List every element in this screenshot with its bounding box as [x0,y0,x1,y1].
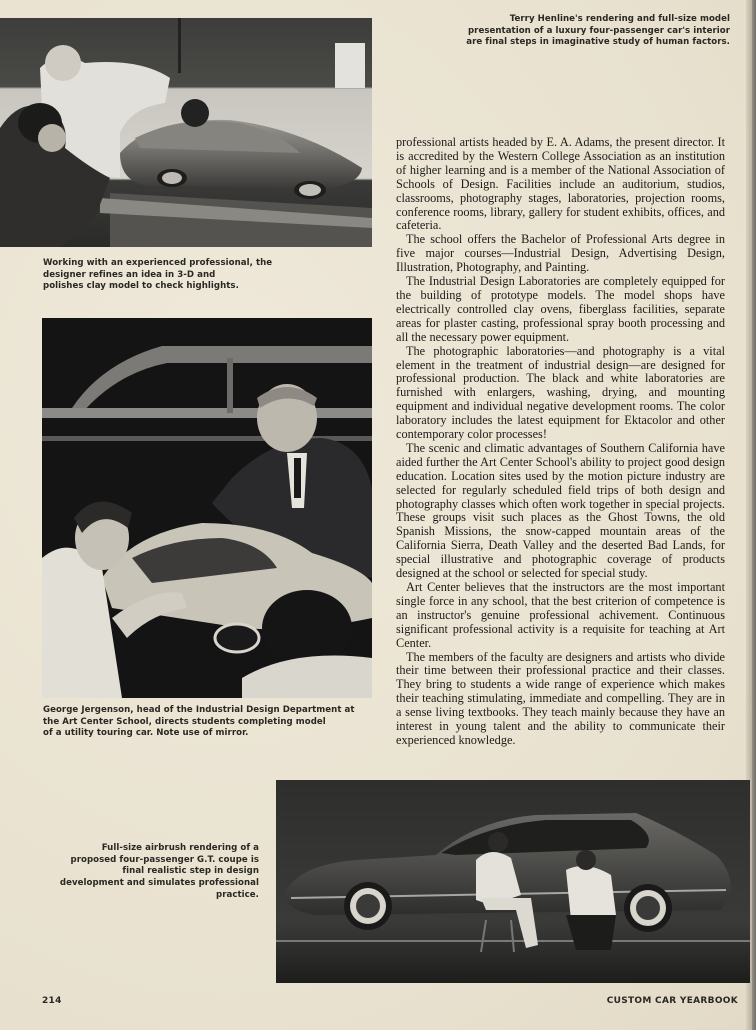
caption-line: Working with an experienced professional, the [43,258,273,268]
page-number: 214 [42,996,62,1006]
caption-photo-gt-coupe [60,843,259,902]
caption-line: of a utility touring car. Note use of mirror. [43,728,249,739]
publication-name: CUSTOM CAR YEARBOOK [606,996,738,1006]
paragraph: Art Center believes that the instructors are the most important single force in any school, that the best criterion of competence is an instructor's genuine professional achivement. Continuous significant professional activity is a requisite for teaching at Art Center. [396,580,725,650]
caption-line: designer refines an idea in 3-D and [43,269,216,280]
photo-instructor-image [42,318,372,698]
caption-line: practice. [216,889,259,900]
photo-gt-coupe-rendering [276,780,750,983]
caption-line: polishes clay model to check highlights. [43,281,239,292]
paragraph: professional artists headed by E. A. Adams, the present director. It is accredited by the Western College Association as an institution of higher learning and is a member of the National Association of Schools of Design. Facilities include an auditorium, studios, classrooms, photography stages, laboratories, projection rooms, conference rooms, library, gallery for student exhibits, offices, and cafeteria. [396,135,725,233]
photo-gt-coupe-image [276,780,750,983]
caption-line: presentation of a luxury four-passenger car's interior [467,25,730,36]
paragraph: The members of the faculty are designers and artists who divide their time between their professional practice and their classes. They bring to students a wide range of experience which makes their teaching stimulating, immediate and compelling. They are in a sense living textbooks. They teach mainly because they have an interest in young talent and the ability to communicate their experienced knowledge. [396,649,725,747]
caption-line: proposed four-passenger G.T. coupe is [70,854,259,865]
caption-line: development and simulates professional [59,878,259,889]
paragraph: The school offers the Bachelor of Professional Arts degree in five major courses—Industrial Design, Advertising Design, Illustration, Photography, and Painting. [396,232,725,275]
paragraph: The scenic and climatic advantages of Southern California have aided further the Art Center School's ability to project good design education. Location sites used by the motion picture industry are selected for regularly scheduled field trips of both design and photography classes which often work together in special projects. These groups visit such places as the Ghost Towns, the old Spanish Missions, the snow-capped mountain areas of the California Sierra, Death Valley and the deserted Bad Lands, for special illustrative and photographic coverage of products designed at the school or selected for special study. [396,440,725,581]
article-body [396,136,725,748]
caption-line: Full-size airbrush rendering of a [101,843,259,853]
photo-clay-model-image [0,18,372,247]
paragraph: The Industrial Design Laboratories are completely equipped for the building of prototype models. The model shops have electrically controlled clay ovens, fiberglass facilities, separate areas for plaster casting, professional spray booth processing and all the necessary power equipment. [396,274,725,344]
caption-line: Terry Henline's rendering and full-size model [509,14,730,24]
caption-photo-instructor [43,705,355,740]
caption-line: the Art Center School, directs students completing model [43,716,326,727]
photo-clay-model [0,18,372,247]
caption-photo-clay-model [43,258,272,293]
caption-line: George Jergenson, head of the Industrial Design Department at [43,705,355,715]
photo-instructor-with-students [42,318,372,698]
caption-line: are final steps in imaginative study of human factors. [466,37,730,48]
paragraph: The photographic laboratories—and photography is a vital element in the treatment of industrial design—are designed for professional production. The black and white laboratories are furnished with enlargers, washing, drying, and mounting equipment and individual negative development rooms. The color laboratory includes the latest equipment for Ektacolor and other contemporary color processes! [396,343,725,442]
caption-top-right [466,14,730,49]
caption-line: final realistic step in design [122,866,259,877]
